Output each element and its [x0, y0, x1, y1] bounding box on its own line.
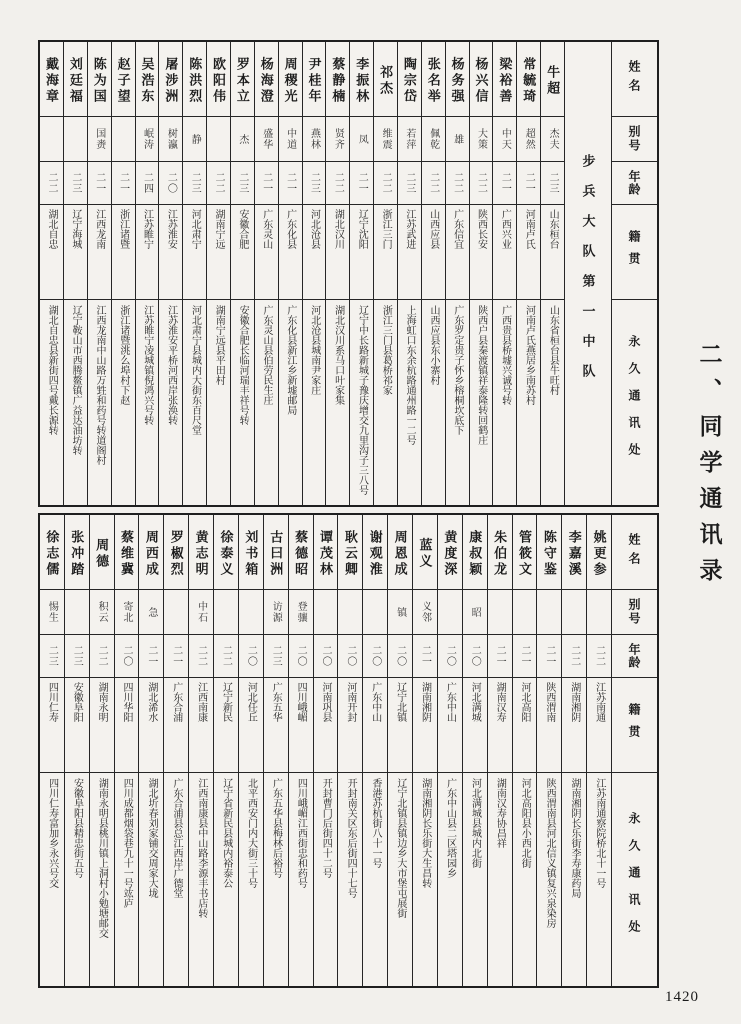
native-cell: 陕西渭南 — [537, 677, 561, 772]
age-cell: 二三 — [40, 634, 64, 677]
native-cell: 广东合浦 — [164, 677, 188, 772]
alias-cell — [64, 116, 87, 161]
address-cell: 河北沧县城南尹家庄 — [303, 299, 326, 505]
name-cell: 黄志明 — [193, 530, 209, 578]
address-cell: 辽宁北镇县镇边乡大市堡屯展街 — [388, 772, 412, 986]
name-cell: 罗椒烈 — [168, 530, 184, 578]
age-cell: 二一 — [164, 634, 188, 677]
name-cell: 李振林 — [354, 57, 370, 105]
alias-cell: 国赉 — [88, 116, 111, 161]
address-cell: 四川峨嵋江西街忠和药号 — [289, 772, 313, 986]
name-cell: 常毓琦 — [521, 57, 537, 105]
alias-cell — [338, 589, 362, 634]
name-cell: 刘书箱 — [243, 530, 259, 578]
address-cell: 辽宁省新民县城内裕泰公 — [214, 772, 238, 986]
person-column — [213, 515, 238, 986]
native-cell: 广东灵山 — [255, 204, 278, 299]
age-cell: 二二 — [40, 161, 63, 204]
alias-cell — [164, 589, 188, 634]
native-cell: 广东中山 — [438, 677, 462, 772]
name-cell: 李嘉溪 — [566, 530, 582, 578]
name-cell: 古曰洲 — [268, 530, 284, 578]
age-cell: 二二 — [374, 161, 397, 204]
person-column — [437, 515, 462, 986]
person-column — [40, 42, 63, 505]
person-column — [412, 515, 437, 986]
person-column — [349, 42, 373, 505]
native-cell: 四川华阳 — [115, 677, 139, 772]
name-cell: 屠涉洲 — [163, 57, 179, 105]
alias-cell: 访源 — [264, 589, 288, 634]
native-cell: 辽宁海城 — [64, 204, 87, 299]
header-name: 姓名 — [627, 533, 641, 571]
person-column — [230, 42, 254, 505]
alias-cell: 燕林 — [303, 116, 326, 161]
address-cell: 山西应县东小寨村 — [422, 299, 445, 505]
native-cell: 江苏睢宁 — [136, 204, 159, 299]
native-cell: 湖南宁远 — [207, 204, 230, 299]
native-cell: 河南开封 — [338, 677, 362, 772]
person-column — [254, 42, 278, 505]
unit-column — [564, 42, 611, 505]
address-cell: 湖南永明县桃川镇上洞村小勉塘邮交 — [90, 772, 114, 986]
alias-cell: 中石 — [189, 589, 213, 634]
native-cell: 湖北汉川 — [326, 204, 349, 299]
alias-cell — [239, 589, 263, 634]
native-cell: 江苏淮安 — [159, 204, 182, 299]
address-cell: 四川成都烟袋巷九十一号竑庐 — [115, 772, 139, 986]
name-cell: 耿云卿 — [342, 530, 358, 578]
name-cell: 陈守鉴 — [541, 530, 557, 578]
person-column — [492, 42, 516, 505]
person-column — [64, 515, 89, 986]
age-cell: 二二 — [90, 634, 114, 677]
age-cell: 二二 — [470, 161, 493, 204]
person-column — [63, 42, 87, 505]
native-cell: 山东桓台 — [541, 204, 564, 299]
age-cell: 二三 — [541, 161, 564, 204]
age-cell: 二〇 — [463, 634, 487, 677]
age-cell: 二一 — [488, 634, 512, 677]
age-cell: 二二 — [562, 634, 586, 677]
address-cell: 广东罗定贵子怀乡榕桐坎底下 — [446, 299, 469, 505]
age-cell: 二〇 — [388, 634, 412, 677]
native-cell: 江苏武进 — [398, 204, 421, 299]
age-cell: 二一 — [413, 634, 437, 677]
person-column — [462, 515, 487, 986]
alias-cell: 岷涛 — [136, 116, 159, 161]
alias-cell: 中道 — [279, 116, 302, 161]
header-name: 姓名 — [627, 60, 641, 98]
native-cell: 湖南湘阴 — [562, 677, 586, 772]
address-cell: 湖南湘阴长乐街大生昌转 — [413, 772, 437, 986]
native-cell: 辽宁北镇 — [388, 677, 412, 772]
age-cell: 二二 — [587, 634, 611, 677]
name-cell: 谭茂林 — [317, 530, 333, 578]
age-cell: 二〇 — [289, 634, 313, 677]
native-cell: 江苏南通 — [587, 677, 611, 772]
name-cell: 梁裕善 — [497, 57, 513, 105]
name-cell: 蔡静楠 — [330, 57, 346, 105]
name-cell: 周德 — [94, 538, 110, 570]
address-cell: 河北高阳县小西北街 — [513, 772, 537, 986]
name-cell: 朱伯龙 — [492, 530, 508, 578]
address-cell: 辽宁鞍山市西腾鳌镇广益达油坊转 — [64, 299, 87, 505]
person-column — [561, 515, 586, 986]
alias-cell: 义邻 — [413, 589, 437, 634]
age-cell: 二二 — [422, 161, 445, 204]
native-cell: 湖南汉寿 — [488, 677, 512, 772]
name-cell: 牛超 — [545, 65, 561, 97]
age-cell: 二二 — [326, 161, 349, 204]
alias-cell: 凤 — [350, 116, 373, 161]
address-cell: 江苏睢宁凌城镇倪鸿兴号转 — [136, 299, 159, 505]
name-cell: 周西成 — [143, 530, 159, 578]
native-cell: 陕西长安 — [470, 204, 493, 299]
alias-cell: 雄 — [446, 116, 469, 161]
name-cell: 罗本立 — [234, 57, 250, 105]
age-cell: 二〇 — [338, 634, 362, 677]
person-column — [313, 515, 338, 986]
name-cell: 徐泰义 — [218, 530, 234, 578]
address-cell: 安徽合肥长临河瑞丰祥号转 — [231, 299, 254, 505]
header-address: 永久通讯处 — [612, 772, 657, 986]
address-cell: 湖南湘阴长乐街李寿康药局 — [562, 772, 586, 986]
alias-cell — [562, 589, 586, 634]
address-cell: 北平西安门内大街三十号 — [239, 772, 263, 986]
native-cell: 江西龙南 — [88, 204, 111, 299]
native-cell: 河北肃宁 — [183, 204, 206, 299]
person-column — [325, 42, 349, 505]
name-cell: 谢观淮 — [367, 530, 383, 578]
name-cell: 杨海澄 — [258, 57, 274, 105]
column-headers — [611, 42, 657, 505]
alias-cell — [363, 589, 387, 634]
native-cell: 河南卢氏 — [517, 204, 540, 299]
native-cell: 湖北自忠 — [40, 204, 63, 299]
age-cell: 二三 — [303, 161, 326, 204]
person-column — [89, 515, 114, 986]
alias-cell — [207, 116, 230, 161]
alias-cell: 杰夫 — [541, 116, 564, 161]
age-cell: 二三 — [64, 161, 87, 204]
alias-cell: 惕生 — [40, 589, 64, 634]
name-cell: 杨兴信 — [473, 57, 489, 105]
age-cell: 二〇 — [438, 634, 462, 677]
person-column — [114, 515, 139, 986]
age-cell: 二一 — [255, 161, 278, 204]
address-cell: 湖南宁远县平田村 — [207, 299, 230, 505]
name-cell: 吴浩东 — [139, 57, 155, 105]
person-column — [111, 42, 135, 505]
person-column — [288, 515, 313, 986]
address-cell: 河北肃宁县城内大街东百尺堂 — [183, 299, 206, 505]
address-cell: 开封曹门后街四十二号 — [314, 772, 338, 986]
alias-cell: 超然 — [517, 116, 540, 161]
age-cell: 二三 — [398, 161, 421, 204]
alias-cell: 贤齐 — [326, 116, 349, 161]
page-number: 1420 — [665, 989, 699, 1005]
address-cell: 香港苏杭街八十一号 — [363, 772, 387, 986]
native-cell: 湖南湘阴 — [413, 677, 437, 772]
age-cell: 二〇 — [363, 634, 387, 677]
age-cell: 二一 — [350, 161, 373, 204]
person-column — [163, 515, 188, 986]
age-cell: 二一 — [493, 161, 516, 204]
alias-cell — [40, 116, 63, 161]
age-cell: 二二 — [189, 634, 213, 677]
person-column — [373, 42, 397, 505]
name-cell: 蓝义 — [417, 538, 433, 570]
address-cell: 浙江三门县葛桥祁家 — [374, 299, 397, 505]
name-cell: 祁杰 — [378, 65, 394, 97]
native-cell: 江西南康 — [189, 677, 213, 772]
person-column — [586, 515, 611, 986]
name-cell: 管筱文 — [516, 530, 532, 578]
name-cell: 徐志儒 — [44, 530, 60, 578]
header-age: 年龄 — [612, 634, 657, 677]
alias-cell — [314, 589, 338, 634]
person-column — [387, 515, 412, 986]
age-cell: 二二 — [214, 634, 238, 677]
alias-cell: 杰 — [231, 116, 254, 161]
name-cell: 陈为国 — [91, 57, 107, 105]
name-cell: 刘廷福 — [67, 57, 83, 105]
name-cell: 杨务强 — [449, 57, 465, 105]
name-cell: 姚更参 — [591, 530, 607, 578]
age-cell: 二二 — [446, 161, 469, 204]
person-column — [138, 515, 163, 986]
address-cell: 山东省桓台县牛旺村 — [541, 299, 564, 505]
person-column — [40, 515, 64, 986]
person-column — [362, 515, 387, 986]
alias-cell: 急 — [139, 589, 163, 634]
address-cell: 辽宁中长路新城子豫庆增交九里沟子三八号 — [350, 299, 373, 505]
name-cell: 周恩成 — [392, 530, 408, 578]
age-cell: 二一 — [279, 161, 302, 204]
native-cell: 广西兴业 — [493, 204, 516, 299]
address-cell: 上海虹口东余杭路通州路一二号 — [398, 299, 421, 505]
address-cell: 广东灵山县伯劳民生庄 — [255, 299, 278, 505]
native-cell: 辽宁沈阳 — [350, 204, 373, 299]
person-column — [536, 515, 561, 986]
address-cell: 江苏淮安平桥河西岸张涣转 — [159, 299, 182, 505]
native-cell: 广东化县 — [279, 204, 302, 299]
address-cell: 湖北圻春刘家铺交周家大垅 — [139, 772, 163, 986]
name-cell: 周稷光 — [282, 57, 298, 105]
person-column — [188, 515, 213, 986]
header-alias: 别号 — [612, 589, 657, 634]
unit-label: 步兵大队第一中队 — [580, 153, 596, 394]
name-cell: 黄度深 — [442, 530, 458, 578]
alias-cell: 大策 — [470, 116, 493, 161]
address-cell: 浙江诸暨洮么埠村下赵 — [112, 299, 135, 505]
header-address: 永久通讯处 — [612, 299, 657, 505]
name-cell: 赵子望 — [115, 57, 131, 105]
age-cell: 二〇 — [314, 634, 338, 677]
person-column — [135, 42, 159, 505]
header-age: 年龄 — [612, 161, 657, 204]
section-title: 二、同学通讯录 — [696, 342, 722, 594]
person-column — [238, 515, 263, 986]
native-cell: 河北任丘 — [239, 677, 263, 772]
address-cell: 广东化县新江乡新墟邮局 — [279, 299, 302, 505]
name-cell: 蔡德昭 — [293, 530, 309, 578]
alias-cell: 维震 — [374, 116, 397, 161]
age-cell: 二三 — [65, 634, 89, 677]
alias-cell: 登骧 — [289, 589, 313, 634]
address-cell: 河南卢氏燕居乡南苏村 — [517, 299, 540, 505]
person-column — [182, 42, 206, 505]
alias-cell — [488, 589, 512, 634]
native-cell: 河北沧县 — [303, 204, 326, 299]
person-column — [302, 42, 326, 505]
native-cell: 山西应县 — [422, 204, 445, 299]
roster-table-top — [38, 40, 659, 507]
native-cell: 四川仁寿 — [40, 677, 64, 772]
name-cell: 张名举 — [425, 57, 441, 105]
address-cell: 四川仁寿富加乡永兴号交 — [40, 772, 64, 986]
address-cell: 陕西渭南县河北信义镇复兴泉染房 — [537, 772, 561, 986]
alias-cell: 积云 — [90, 589, 114, 634]
age-cell: 二一 — [537, 634, 561, 677]
alias-cell — [214, 589, 238, 634]
person-column — [158, 42, 182, 505]
age-cell: 二三 — [183, 161, 206, 204]
alias-cell: 佩乾 — [422, 116, 445, 161]
alias-cell — [112, 116, 135, 161]
address-cell: 广西贵县桥墟兴诚号转 — [493, 299, 516, 505]
person-column — [206, 42, 230, 505]
native-cell: 安徽阜阳 — [65, 677, 89, 772]
address-cell: 江西龙南中山路万甡和药号转道阁村 — [88, 299, 111, 505]
address-cell: 江西南康县中山路李源丰书店转 — [189, 772, 213, 986]
native-cell: 辽宁新民 — [214, 677, 238, 772]
address-cell: 广东中山县二区塔园乡 — [438, 772, 462, 986]
person-column — [397, 42, 421, 505]
age-cell: 二一 — [88, 161, 111, 204]
age-cell: 二〇 — [115, 634, 139, 677]
alias-cell — [438, 589, 462, 634]
alias-cell: 若萍 — [398, 116, 421, 161]
alias-cell: 静 — [183, 116, 206, 161]
address-cell: 开封南关区东后街四十七号 — [338, 772, 362, 986]
address-cell: 湖北汉川系马口叶家集 — [326, 299, 349, 505]
alias-cell: 寄北 — [115, 589, 139, 634]
age-cell: 二一 — [513, 634, 537, 677]
alias-cell: 中天 — [493, 116, 516, 161]
address-cell: 江苏南通察院桥北十一号 — [587, 772, 611, 986]
address-cell: 河北满城县城内北街 — [463, 772, 487, 986]
native-cell: 河北满城 — [463, 677, 487, 772]
person-column — [278, 42, 302, 505]
name-cell: 尹桂年 — [306, 57, 322, 105]
person-column — [421, 42, 445, 505]
address-cell: 广东合浦县总江西岸广德堂 — [164, 772, 188, 986]
alias-cell — [65, 589, 89, 634]
person-column — [445, 42, 469, 505]
native-cell: 浙江诸暨 — [112, 204, 135, 299]
address-cell: 陕西户县秦渡镇祥泰隆转回鹤庄 — [470, 299, 493, 505]
person-column — [263, 515, 288, 986]
age-cell: 二三 — [264, 634, 288, 677]
person-column — [469, 42, 493, 505]
person-column — [337, 515, 362, 986]
address-cell: 湖北自忠县新街四号戴长源转 — [40, 299, 63, 505]
age-cell: 二〇 — [239, 634, 263, 677]
age-cell: 二一 — [517, 161, 540, 204]
age-cell: 二一 — [139, 634, 163, 677]
native-cell: 河北高阳 — [513, 677, 537, 772]
name-cell: 蔡维冀 — [118, 530, 134, 578]
person-column — [540, 42, 564, 505]
alias-cell: 树瀛 — [159, 116, 182, 161]
native-cell: 广东信宜 — [446, 204, 469, 299]
address-cell: 安徽阜阳县精忠街五号 — [65, 772, 89, 986]
name-cell: 康叔颖 — [467, 530, 483, 578]
header-native: 籍贯 — [612, 204, 657, 299]
address-cell: 广东五华县梅林后裕号 — [264, 772, 288, 986]
alias-cell: 盛华 — [255, 116, 278, 161]
name-cell: 陶宗岱 — [401, 57, 417, 105]
name-cell: 戴海章 — [44, 57, 60, 105]
person-column — [87, 42, 111, 505]
native-cell: 广东中山 — [363, 677, 387, 772]
native-cell: 湖北浠水 — [139, 677, 163, 772]
native-cell: 河南巩县 — [314, 677, 338, 772]
roster-table-bottom — [38, 513, 659, 988]
alias-cell — [587, 589, 611, 634]
age-cell: 二〇 — [159, 161, 182, 204]
native-cell: 浙江三门 — [374, 204, 397, 299]
native-cell: 湖南永明 — [90, 677, 114, 772]
alias-cell — [513, 589, 537, 634]
native-cell: 安徽合肥 — [231, 204, 254, 299]
column-headers — [611, 515, 657, 986]
age-cell: 二四 — [136, 161, 159, 204]
alias-cell — [537, 589, 561, 634]
alias-cell: 镇 — [388, 589, 412, 634]
person-column — [487, 515, 512, 986]
age-cell: 二一 — [112, 161, 135, 204]
alias-cell: 昭 — [463, 589, 487, 634]
name-cell: 陈洪烈 — [187, 57, 203, 105]
header-alias: 别号 — [612, 116, 657, 161]
native-cell: 广东五华 — [264, 677, 288, 772]
native-cell: 四川峨嵋 — [289, 677, 313, 772]
address-cell: 湖南汉寿协昌祥 — [488, 772, 512, 986]
header-native: 籍贯 — [612, 677, 657, 772]
person-column — [512, 515, 537, 986]
age-cell: 二二 — [207, 161, 230, 204]
age-cell: 二三 — [231, 161, 254, 204]
name-cell: 张冲踏 — [69, 530, 85, 578]
name-cell: 欧阳伟 — [211, 57, 227, 105]
person-column — [516, 42, 540, 505]
